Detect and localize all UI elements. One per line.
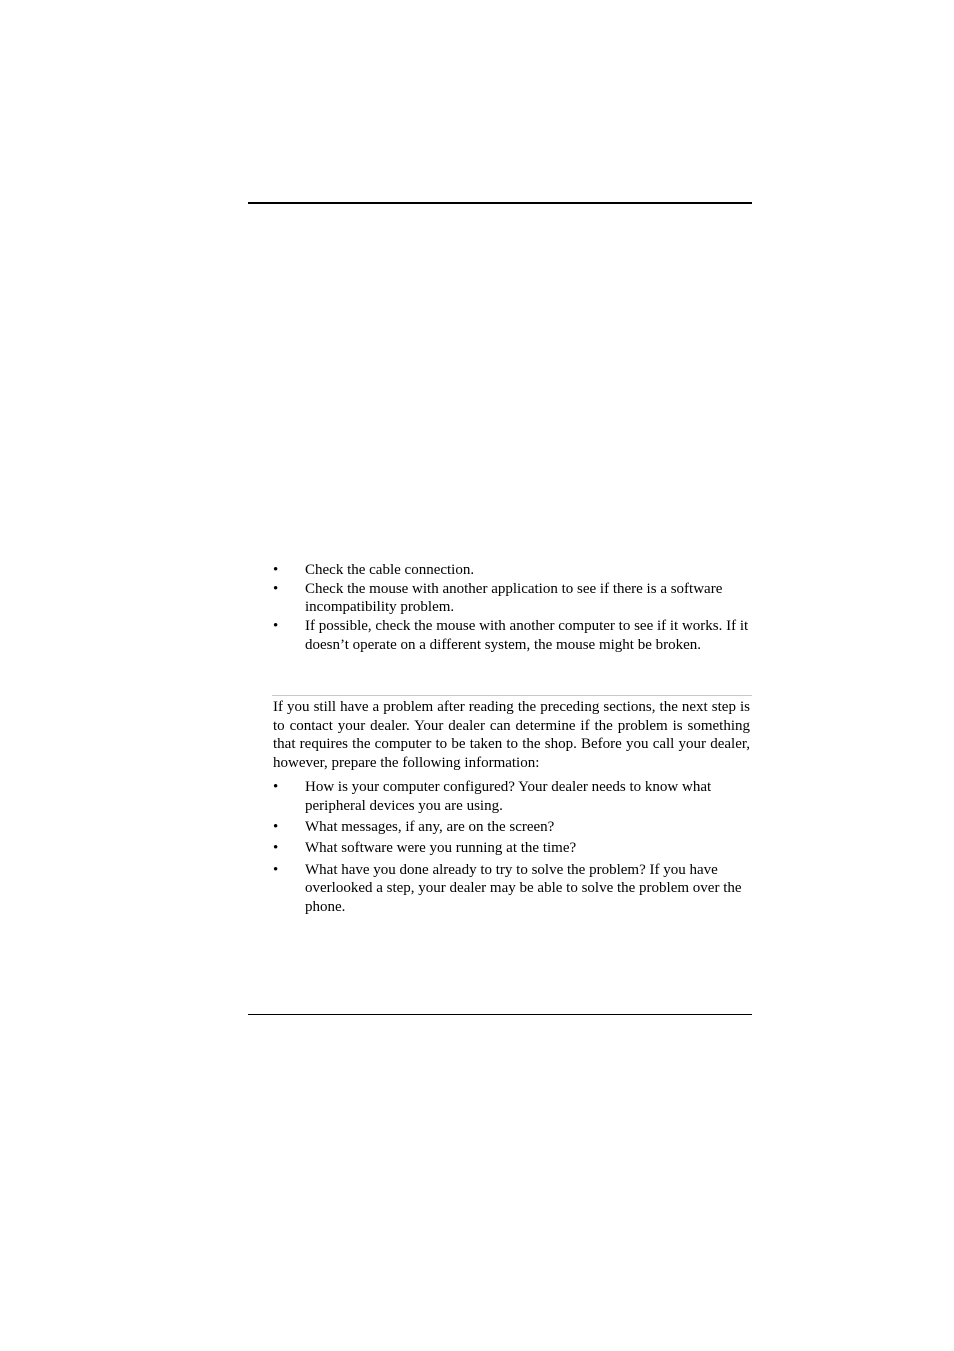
list-item-text: What have you done already to try to solve the problem? If you have overlooked a step, your dealer may be able to solve the problem over the phone. bbox=[305, 861, 742, 915]
bullet-icon: • bbox=[273, 779, 279, 795]
bullet-icon: • bbox=[273, 819, 279, 835]
bullet-icon: • bbox=[273, 580, 279, 597]
dealer-intro-paragraph: If you still have a problem after reading the preceding sections, the next step is to contact your dealer. Your dealer can determine if the problem is something that requires the computer to be taken to the shop. Before you call your dealer, however, prepare the following information: bbox=[273, 699, 750, 771]
list-item-text: What messages, if any, are on the screen? bbox=[305, 819, 555, 835]
dealer-info-list bbox=[273, 778, 757, 919]
section-divider bbox=[272, 695, 752, 696]
bullet-icon: • bbox=[273, 840, 279, 857]
list-item-text: How is your computer configured? Your dealer needs to know what peripheral devices you are using. bbox=[305, 779, 712, 814]
mouse-troubleshooting-list bbox=[273, 561, 757, 655]
list-item-text: If possible, check the mouse with another computer to see if it works. If it doesn’t operate on a different system, the mouse might be broken. bbox=[305, 618, 749, 653]
list-item bbox=[273, 561, 757, 580]
list-item bbox=[273, 818, 757, 837]
list-item bbox=[273, 580, 757, 617]
list-item bbox=[273, 617, 757, 654]
list-item-text: Check the cable connection. bbox=[305, 562, 475, 578]
header-rule bbox=[248, 202, 752, 204]
list-item bbox=[273, 839, 757, 858]
bullet-icon: • bbox=[273, 618, 279, 635]
footer-rule bbox=[248, 1014, 752, 1015]
bullet-icon: • bbox=[273, 861, 279, 878]
list-item-text: What software were you running at the time? bbox=[305, 840, 577, 857]
list-item bbox=[273, 778, 757, 815]
bullet-icon: • bbox=[273, 562, 279, 578]
list-item bbox=[273, 861, 757, 917]
list-item-text: Check the mouse with another application to see if there is a software incompatibility problem. bbox=[305, 580, 723, 616]
